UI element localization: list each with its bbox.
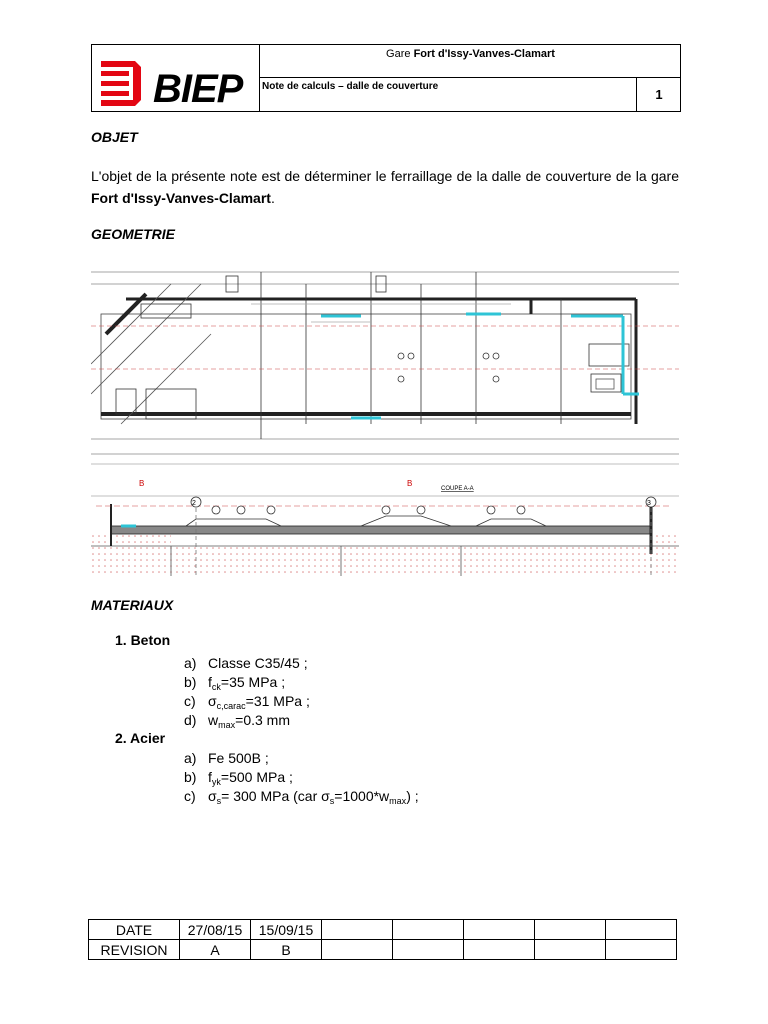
plan-view [91, 272, 679, 464]
date-cell [464, 920, 535, 940]
objet-text-bold: Fort d'Issy-Vanves-Clamart [91, 190, 271, 206]
beton-item-c: c) $\sigma_{c,carac}=31$ MPa ; [184, 693, 310, 711]
revision-cell: B [251, 940, 322, 960]
beton-item-b: b) $f_{ck}=35$ MPa ; [184, 674, 286, 692]
geometrie-heading: GEOMETRIE [91, 226, 176, 242]
revision-cell: A [180, 940, 251, 960]
acier-title: 2. Acier [115, 730, 166, 746]
axis-marker-3: 3 [647, 500, 651, 507]
revision-cell [606, 940, 677, 960]
revision-cell [322, 940, 393, 960]
header-title [260, 44, 681, 78]
header-subtitle: Note de calculs – dalle de couverture [260, 78, 637, 112]
axis-marker-2: 2 [192, 500, 196, 507]
date-cell [606, 920, 677, 940]
section-mark-right: B [407, 479, 413, 488]
revision-cell [393, 940, 464, 960]
materiaux-heading: MATERIAUX [91, 597, 174, 613]
revision-row [89, 940, 677, 960]
revision-table [88, 919, 677, 960]
section-mark-left: B [139, 479, 145, 488]
acier-item-c: c) $\sigma_s= 300$ MPa (car $\sigma_s=1000*w_{max}$) ; [184, 788, 419, 806]
date-cell: 27/08/15 [180, 920, 251, 940]
date-row [89, 920, 677, 940]
page-number: 1 [655, 87, 663, 102]
date-cell [535, 920, 606, 940]
objet-text: L'objet de la présente note est de déterminer le ferraillage de la dalle de couverture de la gare [91, 168, 679, 184]
beton-item-d: d) $w_{max}=0.3$ mm [184, 712, 290, 730]
header-title-prefix: Gare [386, 48, 414, 60]
date-cell [322, 920, 393, 940]
logo-cell [91, 44, 260, 112]
section-title: COUPE A-A [441, 486, 474, 492]
date-label: DATE [89, 920, 180, 940]
revision-cell [535, 940, 606, 960]
beton-item-a: a) Classe C35/45 ; [184, 655, 308, 671]
date-cell [393, 920, 464, 940]
date-cell: 15/09/15 [251, 920, 322, 940]
beton-title: 1. Beton [115, 632, 171, 648]
header-title-bold: Fort d'Issy-Vanves-Clamart [413, 48, 555, 60]
objet-text-end: . [270, 190, 275, 206]
logo-text: BIEP [153, 67, 243, 111]
biep-logo-icon [101, 61, 141, 106]
acier-item-a: a) Fe 500B ; [184, 750, 269, 766]
objet-paragraph [91, 165, 679, 209]
acier-item-b: b) $f_{yk}=500$ MPa ; [184, 769, 293, 787]
section-view [91, 496, 679, 576]
revision-cell [464, 940, 535, 960]
revision-label: REVISION [89, 940, 180, 960]
geometry-drawing [91, 264, 679, 576]
biep-logo [91, 44, 259, 112]
objet-heading: OBJET [91, 129, 138, 145]
